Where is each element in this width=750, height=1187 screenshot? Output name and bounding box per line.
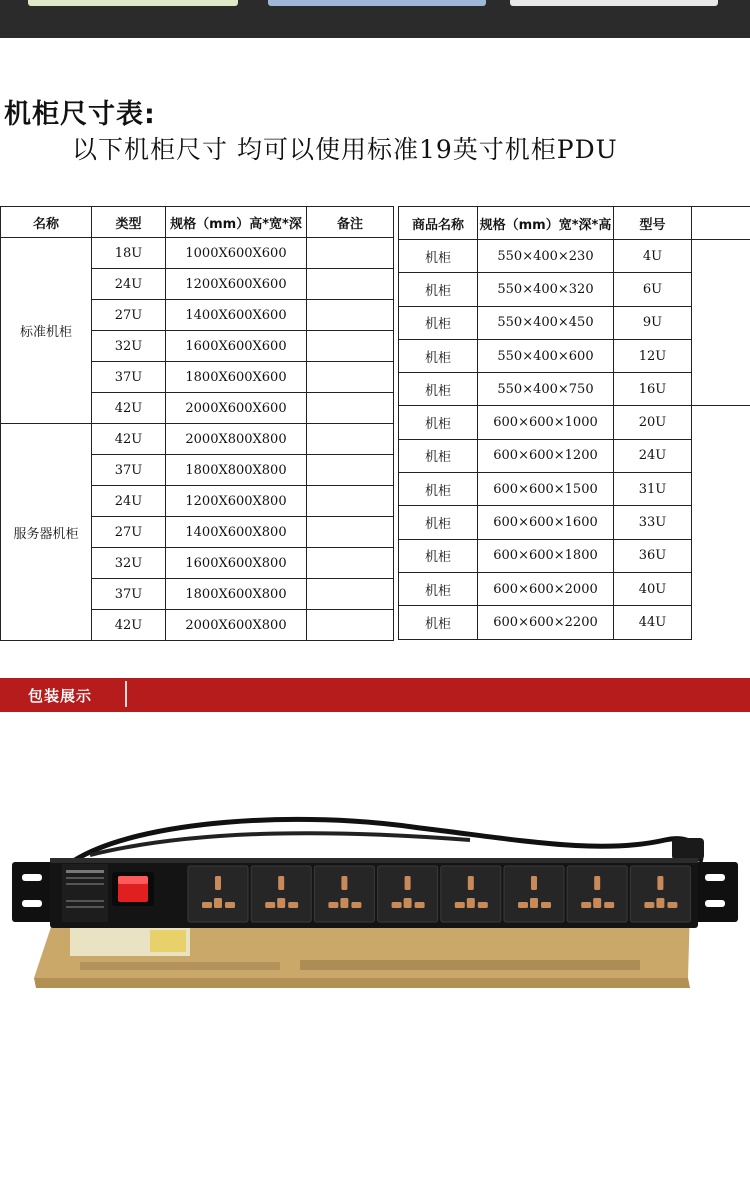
table-row <box>399 373 750 406</box>
top-bar <box>0 0 750 38</box>
product-name-cell: 机柜 <box>399 406 478 439</box>
blank-cell <box>692 506 750 539</box>
cabinet-spec-cell: 1800X800X800 <box>166 455 307 486</box>
table-row <box>1 238 394 269</box>
remark-cell <box>307 548 394 579</box>
column-header: 规格（mm）宽*深*高 <box>478 207 614 240</box>
product-spec-cell: 600×600×2000 <box>478 572 614 605</box>
cabinet-type-cell: 42U <box>92 393 166 424</box>
banner-divider <box>125 681 127 707</box>
cabinet-spec-cell: 1600X600X800 <box>166 548 307 579</box>
cabinet-group-name: 服务器机柜 <box>1 424 92 641</box>
blank-cell <box>692 406 750 439</box>
table-header-row <box>399 207 750 240</box>
cabinet-type-cell: 42U <box>92 424 166 455</box>
column-header: 备注 <box>307 207 394 238</box>
column-header: 规格（mm）高*宽*深 <box>166 207 307 238</box>
plug-icon <box>672 838 704 860</box>
remark-cell <box>307 579 394 610</box>
model-cell: 16U <box>614 373 692 406</box>
cabinet-spec-cell: 2000X800X800 <box>166 424 307 455</box>
thumbnail-image[interactable] <box>510 0 718 6</box>
cabinet-spec-cell: 1400X600X800 <box>166 517 307 548</box>
table-row <box>1 424 394 455</box>
product-spec-cell: 600×600×1200 <box>478 439 614 472</box>
model-cell: 20U <box>614 406 692 439</box>
product-spec-cell: 550×400×450 <box>478 306 614 339</box>
power-socket <box>188 866 248 922</box>
table-row <box>399 406 750 439</box>
product-name-cell: 机柜 <box>399 339 478 372</box>
thumbnail-image[interactable] <box>28 0 238 6</box>
power-switch <box>112 872 154 906</box>
blank-cell <box>692 339 750 372</box>
model-cell: 36U <box>614 539 692 572</box>
model-cell: 40U <box>614 572 692 605</box>
remark-cell <box>307 300 394 331</box>
pdu-product-image <box>0 800 750 1000</box>
blank-cell <box>692 273 750 306</box>
blank-cell <box>692 207 750 240</box>
product-name-cell: 机柜 <box>399 273 478 306</box>
remark-cell <box>307 331 394 362</box>
product-spec-cell: 550×400×750 <box>478 373 614 406</box>
cabinet-type-cell: 37U <box>92 579 166 610</box>
model-cell: 31U <box>614 473 692 506</box>
model-cell: 44U <box>614 606 692 639</box>
cabinet-type-cell: 32U <box>92 331 166 362</box>
model-cell: 4U <box>614 240 692 273</box>
power-socket <box>630 866 690 922</box>
model-cell: 9U <box>614 306 692 339</box>
table-row <box>399 273 750 306</box>
table-row <box>399 572 750 605</box>
product-spec-cell: 600×600×1000 <box>478 406 614 439</box>
page-title: 机柜尺寸表: <box>4 99 156 130</box>
blank-cell <box>692 539 750 572</box>
remark-cell <box>307 455 394 486</box>
banner-label: 包装展示 <box>28 687 93 705</box>
cabinet-spec-cell: 1800X600X600 <box>166 362 307 393</box>
rack-bracket-left <box>12 862 56 922</box>
power-socket <box>251 866 311 922</box>
table-row <box>399 606 750 639</box>
cabinet-spec-cell: 1200X600X600 <box>166 269 307 300</box>
cabinet-spec-cell: 1200X600X800 <box>166 486 307 517</box>
cabinet-type-cell: 18U <box>92 238 166 269</box>
cabinet-spec-cell: 1400X600X600 <box>166 300 307 331</box>
cabinet-type-cell: 42U <box>92 610 166 641</box>
table-row <box>399 539 750 572</box>
table-header-row <box>1 207 394 238</box>
remark-cell <box>307 238 394 269</box>
blank-cell <box>692 606 750 639</box>
table-row <box>399 339 750 372</box>
product-name-cell: 机柜 <box>399 572 478 605</box>
cabinet-size-table <box>0 206 394 641</box>
remark-cell <box>307 610 394 641</box>
power-socket <box>378 866 438 922</box>
cabinet-spec-cell: 1800X600X800 <box>166 579 307 610</box>
section-banner <box>0 678 750 712</box>
cabinet-type-cell: 32U <box>92 548 166 579</box>
product-name-cell: 机柜 <box>399 373 478 406</box>
product-spec-cell: 600×600×1600 <box>478 506 614 539</box>
blank-cell <box>692 473 750 506</box>
small-cabinet-table <box>398 206 750 640</box>
cabinet-spec-cell: 1600X600X600 <box>166 331 307 362</box>
cabinet-type-cell: 24U <box>92 269 166 300</box>
thumbnail-image[interactable] <box>268 0 486 6</box>
column-header: 名称 <box>1 207 92 238</box>
column-header: 类型 <box>92 207 166 238</box>
model-cell: 6U <box>614 273 692 306</box>
column-header: 商品名称 <box>399 207 478 240</box>
model-cell: 24U <box>614 439 692 472</box>
remark-cell <box>307 424 394 455</box>
product-name-cell: 机柜 <box>399 439 478 472</box>
blank-cell <box>692 572 750 605</box>
model-cell: 12U <box>614 339 692 372</box>
product-spec-cell: 550×400×230 <box>478 240 614 273</box>
product-spec-cell: 550×400×320 <box>478 273 614 306</box>
product-name-cell: 机柜 <box>399 506 478 539</box>
pdu-label-panel <box>62 864 108 922</box>
product-spec-cell: 600×600×2200 <box>478 606 614 639</box>
product-name-cell: 机柜 <box>399 606 478 639</box>
power-socket <box>441 866 501 922</box>
remark-cell <box>307 517 394 548</box>
power-socket <box>567 866 627 922</box>
table-row <box>399 506 750 539</box>
power-socket <box>314 866 374 922</box>
cabinet-type-cell: 37U <box>92 455 166 486</box>
table-row <box>399 473 750 506</box>
table-row <box>399 439 750 472</box>
cabinet-spec-cell: 2000X600X600 <box>166 393 307 424</box>
cabinet-type-cell: 37U <box>92 362 166 393</box>
remark-cell <box>307 269 394 300</box>
product-spec-cell: 600×600×1500 <box>478 473 614 506</box>
remark-cell <box>307 362 394 393</box>
power-socket <box>504 866 564 922</box>
product-name-cell: 机柜 <box>399 539 478 572</box>
page-subtitle: 以下机柜尺寸 均可以使用标准19英寸机柜PDU <box>72 135 618 164</box>
cabinet-type-cell: 24U <box>92 486 166 517</box>
remark-cell <box>307 393 394 424</box>
blank-cell <box>692 373 750 406</box>
cabinet-group-name: 标准机柜 <box>1 238 92 424</box>
product-spec-cell: 550×400×600 <box>478 339 614 372</box>
table-row <box>399 240 750 273</box>
cabinet-spec-cell: 2000X600X800 <box>166 610 307 641</box>
product-spec-cell: 600×600×1800 <box>478 539 614 572</box>
blank-cell <box>692 306 750 339</box>
product-name-cell: 机柜 <box>399 473 478 506</box>
product-name-cell: 机柜 <box>399 306 478 339</box>
blank-cell <box>692 240 750 273</box>
blank-cell <box>692 439 750 472</box>
cabinet-spec-cell: 1000X600X600 <box>166 238 307 269</box>
remark-cell <box>307 486 394 517</box>
column-header: 型号 <box>614 207 692 240</box>
table-row <box>399 306 750 339</box>
cabinet-type-cell: 27U <box>92 300 166 331</box>
product-name-cell: 机柜 <box>399 240 478 273</box>
model-cell: 33U <box>614 506 692 539</box>
cabinet-type-cell: 27U <box>92 517 166 548</box>
